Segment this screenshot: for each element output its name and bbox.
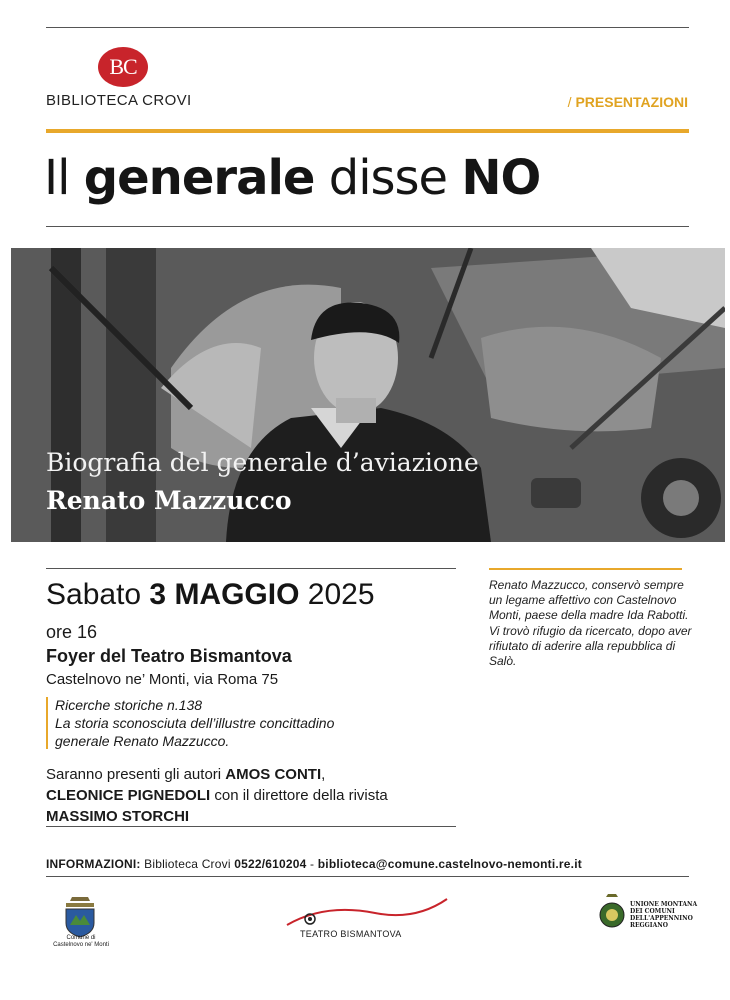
info-line	[46, 857, 582, 871]
event-address: Castelnovo ne’ Monti, via Roma 75	[46, 671, 279, 688]
author-1: AMOS CONTI	[225, 766, 322, 783]
unione-label	[630, 901, 697, 929]
comune-label-line1: Comune di	[66, 935, 96, 941]
page-title	[44, 150, 540, 206]
publication-title-line1: La storia sconosciuta dell’illustre concittadino	[55, 715, 335, 731]
author-2: CLEONICE PIGNEDOLI	[46, 787, 211, 804]
event-time: ore 16	[46, 622, 98, 642]
publication-series: Ricerche storiche n.138	[55, 697, 203, 713]
authors-mid: con il direttore della rivista	[210, 787, 388, 804]
title-part-2: generale	[83, 150, 315, 206]
header-accent-rule	[46, 129, 689, 133]
authors-paragraph	[46, 764, 456, 827]
top-rule	[46, 27, 689, 28]
event-date	[46, 578, 375, 612]
teatro-label: TEATRO BISMANTOVA	[300, 929, 402, 939]
side-note-rule	[489, 568, 682, 570]
info-separator: -	[306, 857, 318, 871]
event-venue: Foyer del Teatro Bismantova	[46, 646, 292, 666]
biblioteca-crovi-logo: BC	[98, 47, 148, 87]
event-day: Sabato	[46, 578, 150, 611]
publication-title-line2: generale Renato Mazzucco.	[55, 733, 230, 749]
unione-montana-crest-icon	[598, 893, 626, 933]
section-slash: /	[567, 94, 572, 110]
director: MASSIMO STORCHI	[46, 808, 190, 825]
unione-label-line3: DELL'APPENNINO	[630, 915, 693, 922]
info-label: INFORMAZIONI:	[46, 857, 141, 871]
hero-subtitle: Biografia del generale d’aviazione	[46, 448, 479, 477]
unione-label-line2: DEI COMUNI	[630, 908, 675, 915]
authors-comma: ,	[321, 766, 326, 783]
title-rule	[46, 226, 689, 227]
title-part-4: NO	[461, 150, 541, 206]
title-part-3: disse	[314, 150, 462, 206]
unione-label-line1: UNIONE MONTANA	[630, 901, 698, 908]
comune-label-line2: Castelnovo ne' Monti	[53, 942, 109, 948]
quote-accent-bar	[46, 697, 48, 749]
event-year: 2025	[299, 578, 375, 611]
title-part-1: Il	[44, 150, 84, 206]
unione-label-line4: REGGIANO	[630, 922, 668, 929]
info-email[interactable]: biblioteca@comune.castelnovo-nemonti.re.it	[317, 857, 582, 871]
section-label: PRESENTAZIONI	[575, 94, 688, 110]
event-top-rule	[46, 568, 456, 569]
event-date-value: 3 MAGGIO	[149, 578, 300, 611]
hero-name: Renato Mazzucco	[46, 486, 292, 515]
side-note: Renato Mazzucco, conservò sempre un legame affettivo con Castelnovo Monti, paese della madre Ida Rabotti. Vi trovò rifugio da ricercato, dopo aver rifiutato di aderire alla repubblica di Salò.	[489, 578, 692, 669]
info-phone[interactable]: 0522/610204	[234, 857, 307, 871]
info-rule	[46, 876, 689, 877]
event-bottom-rule	[46, 826, 456, 827]
section-tag	[568, 94, 688, 110]
library-name: BIBLIOTECA CROVI	[46, 92, 192, 109]
comune-label	[46, 935, 116, 949]
authors-intro: Saranno presenti gli autori	[46, 766, 226, 783]
info-library: Biblioteca Crovi	[140, 857, 235, 871]
